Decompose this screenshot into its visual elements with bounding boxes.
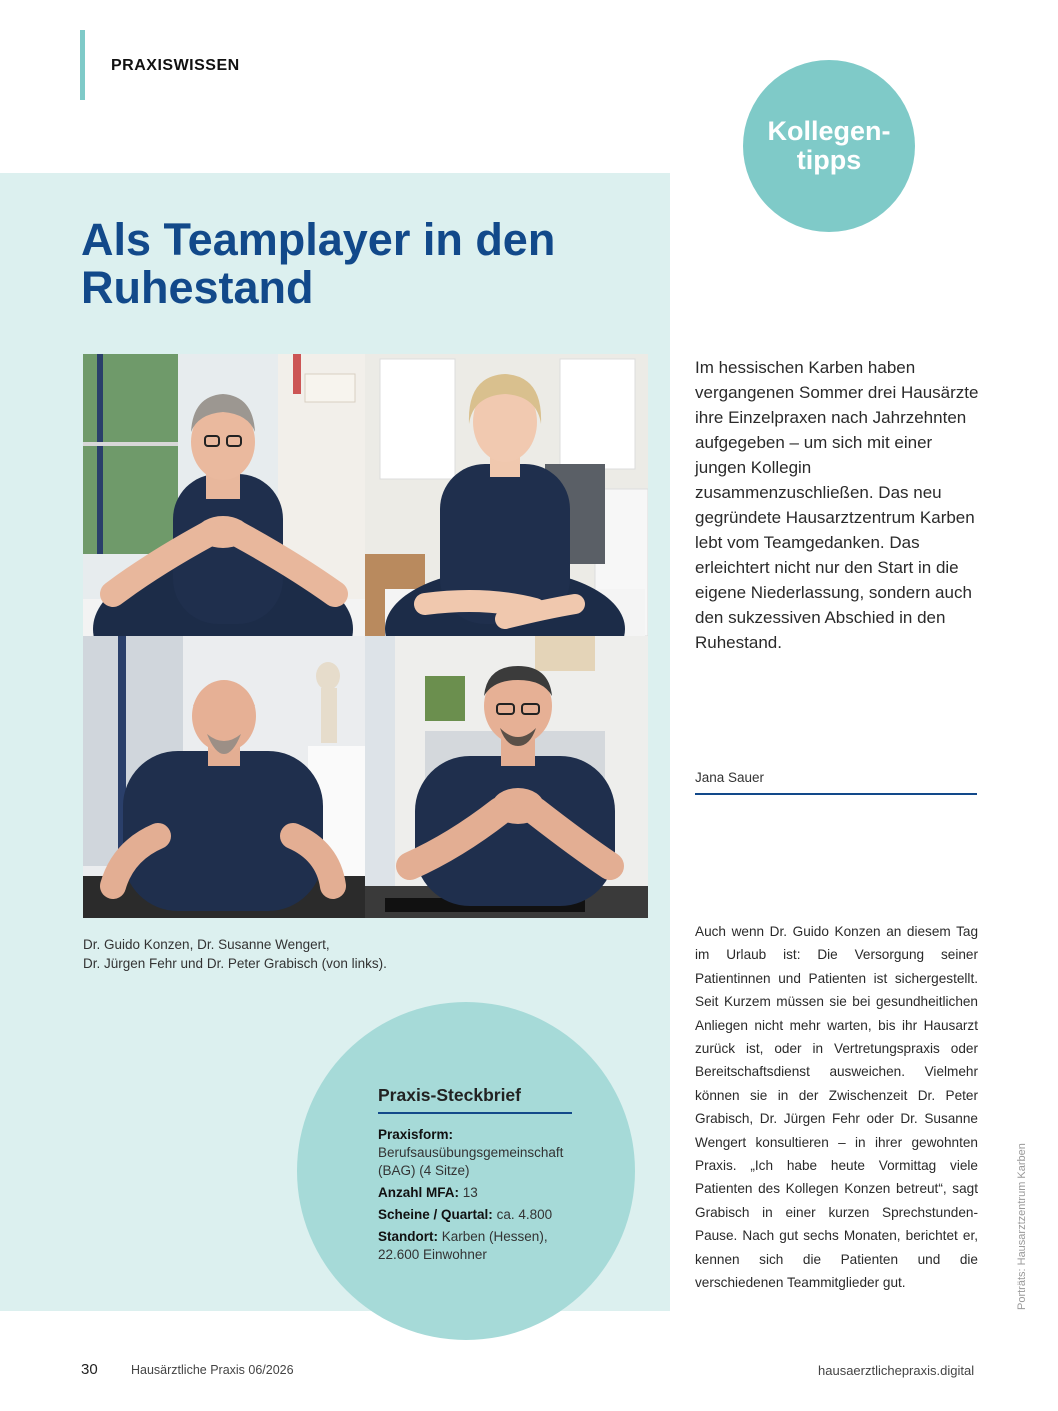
article-title: Als Teamplayer in den Ruhestand [81,214,556,313]
steckbrief-list [378,1126,578,1268]
portrait-photo-konzen [83,354,365,636]
caption-line-1: Dr. Guido Konzen, Dr. Susanne Wengert, [83,937,330,952]
article-author: Jana Sauer [695,770,977,795]
section-label: PRAXISWISSEN [111,57,240,74]
portrait-photo-fehr [83,636,365,918]
photo-credit: Porträts: Hausarztzentrum Karben [1016,1143,1028,1310]
page-number: 30 [81,1361,98,1378]
badge-line-1: Kollegen- [767,116,891,146]
steckbrief-item [378,1206,578,1224]
steckbrief-label: Scheine / Quartal: [378,1207,493,1222]
website-url: hausaerztlichepraxis.digital [818,1363,975,1378]
article-body: Auch wenn Dr. Guido Konzen an diesem Tag im Urlaub ist: Die Versorgung seiner Patientinnen und Patienten ist sichergestellt. Seit Kurzem müssen sie bei gesundheitlichen Anliegen nicht mehr warten, bis ihr Hausarzt zurück ist, oder in Vertretungspraxis oder Bereitschaftsdienst ausweichen. Vielmehr können sie in der Zwischenzeit Dr. Peter Grabisch, Dr. Jürgen Fehr oder Dr. Susanne Wengert konsultieren – in ihrer gewohnten Praxis. „Ich habe heute Vormittag viele Patienten des Kollegen Konzen betreut“, sagt Grabisch in einer kurzen Sprechstunden-Pause. Nach gut sechs Monaten, berichtet er, kennen sich die Patienten und die verschiedenen Teammitglieder gut. [695,924,978,1291]
steckbrief-label: Standort: [378,1229,438,1244]
article-intro: Im hessischen Karben haben vergangenen Sommer drei Hausärzte ihre Einzelpraxen nach Jahrzehnten aufgegeben – um sich mit einer jungen Kollegin zusammenzuschließen. Das neu gegründete Hausarztzentrum Karben lebt vom Teamgedanken. Das erleichtert nicht nur den Start in die eigene Niederlassung, sondern auch den sukzessiven Abschied in den Ruhestand. [695,358,979,652]
badge-line-2: tipps [796,145,862,175]
kollegentipps-badge [743,60,915,232]
steckbrief-label: Praxisform: [378,1127,454,1142]
portrait-photo-grabisch [365,636,648,918]
steckbrief-item [378,1184,578,1202]
steckbrief-label: Anzahl MFA: [378,1185,459,1200]
steckbrief-item [378,1228,578,1264]
accent-bar [80,30,85,100]
steckbrief-title: Praxis-Steckbrief [378,1085,572,1114]
caption-line-2: Dr. Jürgen Fehr und Dr. Peter Grabisch (von links). [83,956,387,971]
steckbrief-item [378,1126,578,1180]
steckbrief-value: ca. 4.800 [496,1207,553,1222]
steckbrief-value: 13 [462,1185,478,1200]
portrait-photo-wengert [365,354,648,636]
steckbrief-value: Karben (Hessen), 22.600 Einwohner [378,1229,548,1262]
steckbrief-value: Berufsausübungsgemeinschaft (BAG) (4 Sitze) [378,1145,564,1178]
magazine-name: Hausärztliche Praxis 06/2026 [131,1363,294,1377]
photo-caption [83,935,463,973]
